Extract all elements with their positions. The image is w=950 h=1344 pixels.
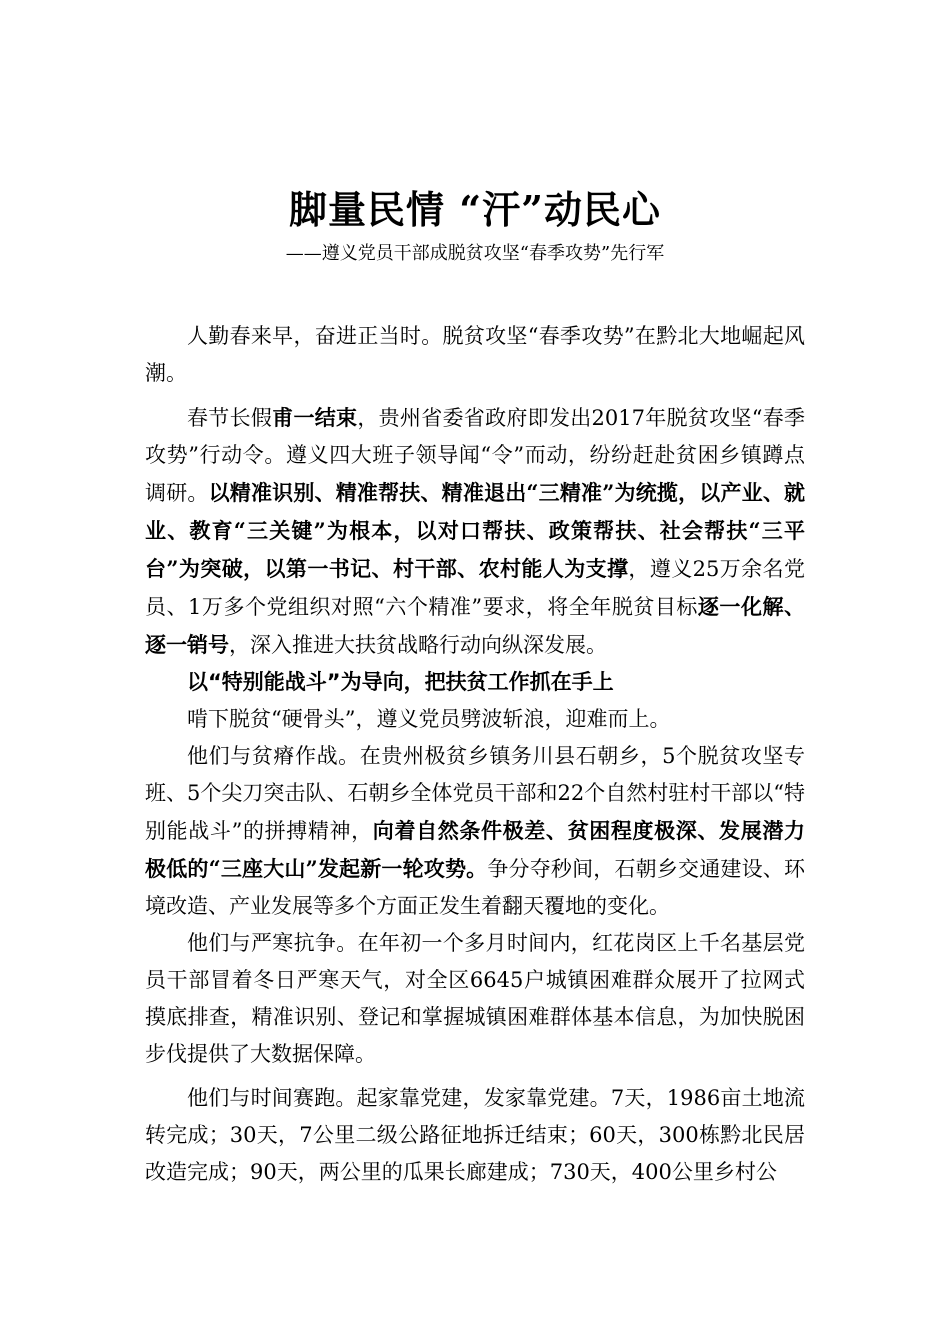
bold-text: 甫一结束 xyxy=(272,405,358,430)
body-paragraph xyxy=(145,1080,805,1191)
paragraph-text: ，贵州省委省政府即发出2017年脱贫攻坚“春季攻势”行动令。遵义四大班子领导闻“令”而动，纷纷赶赴贫困乡镇蹲点调研。 xyxy=(145,406,806,505)
paragraph-text: 他们与严寒抗争。在年初一个多月时间内，红花岗区上千名基层党员干部冒着冬日严寒天气，对全区6645户城镇困难群众展开了拉网式摸底排查，精准识别、登记和掌握城镇困难群体基本信息，为加快脱困步伐提供了大数据保障。 xyxy=(145,931,805,1066)
document-subtitle: ——遵义党员干部成脱贫攻坚“春季攻势”先行军 xyxy=(285,243,665,264)
document-title: 脚量民情 “汗”动民心 xyxy=(289,187,661,232)
paragraph-text: 争分夺秒间，石朝乡交通建设、环境改造、产业发展等多个方面正发生着翻天覆地的变化。 xyxy=(145,857,805,918)
body-paragraph xyxy=(145,399,805,664)
bold-text: 逐一化解、逐一销号 xyxy=(145,594,805,657)
document-body xyxy=(145,318,805,1191)
section-heading: 以“特别能战斗”为导向，把扶贫工作抓在手上 xyxy=(187,670,614,694)
paragraph-text: 啃下脱贫“硬骨头”，遵义党员劈波斩浪，迎难而上。 xyxy=(187,707,671,731)
bold-text: 向着自然条件极差、贫困程度极深、发展潜力极低的“三座大山”发起新一轮攻势。 xyxy=(145,818,805,881)
body-paragraph xyxy=(145,738,805,925)
paragraph-text: ，遵义25万余名党员、1万多个党组织对照“六个精准”要求，将全年脱贫目标 xyxy=(145,557,805,619)
paragraph-text: ，深入推进大扶贫战略行动向纵深发展。 xyxy=(229,633,607,657)
body-paragraph xyxy=(145,318,805,392)
paragraph-text: 春节长假 xyxy=(187,406,273,430)
body-paragraph xyxy=(145,701,805,738)
paragraph-text: 他们与贫瘠作战。在贵州极贫乡镇务川县石朝乡，5个脱贫攻坚专班、5个尖刀突击队、石朝乡全体党员干部和22个自然村驻村干部以“特别能战斗”的拼搏精神， xyxy=(145,744,805,843)
paragraph-text: 他们与时间赛跑。起家靠党建，发家靠党建。7天，1986亩土地流转完成；30天，7公里二级公路征地拆迁结束；60天，300栋黔北民居改造完成；90天，两公里的瓜果长廊建成；730天，400公里乡村公 xyxy=(145,1086,805,1184)
paragraph-text: 人勤春来早，奋进正当时。脱贫攻坚“春季攻势”在黔北大地崛起风潮。 xyxy=(145,324,805,385)
bold-text: 以精准识别、精准帮扶、精准退出“三精准”为统揽，以产业、就业、教育“三关键”为根本，以对口帮扶、政策帮扶、社会帮扶“三平台”为突破，以第一书记、村干部、农村能人为支撑 xyxy=(145,480,806,581)
body-paragraph xyxy=(145,925,805,1073)
